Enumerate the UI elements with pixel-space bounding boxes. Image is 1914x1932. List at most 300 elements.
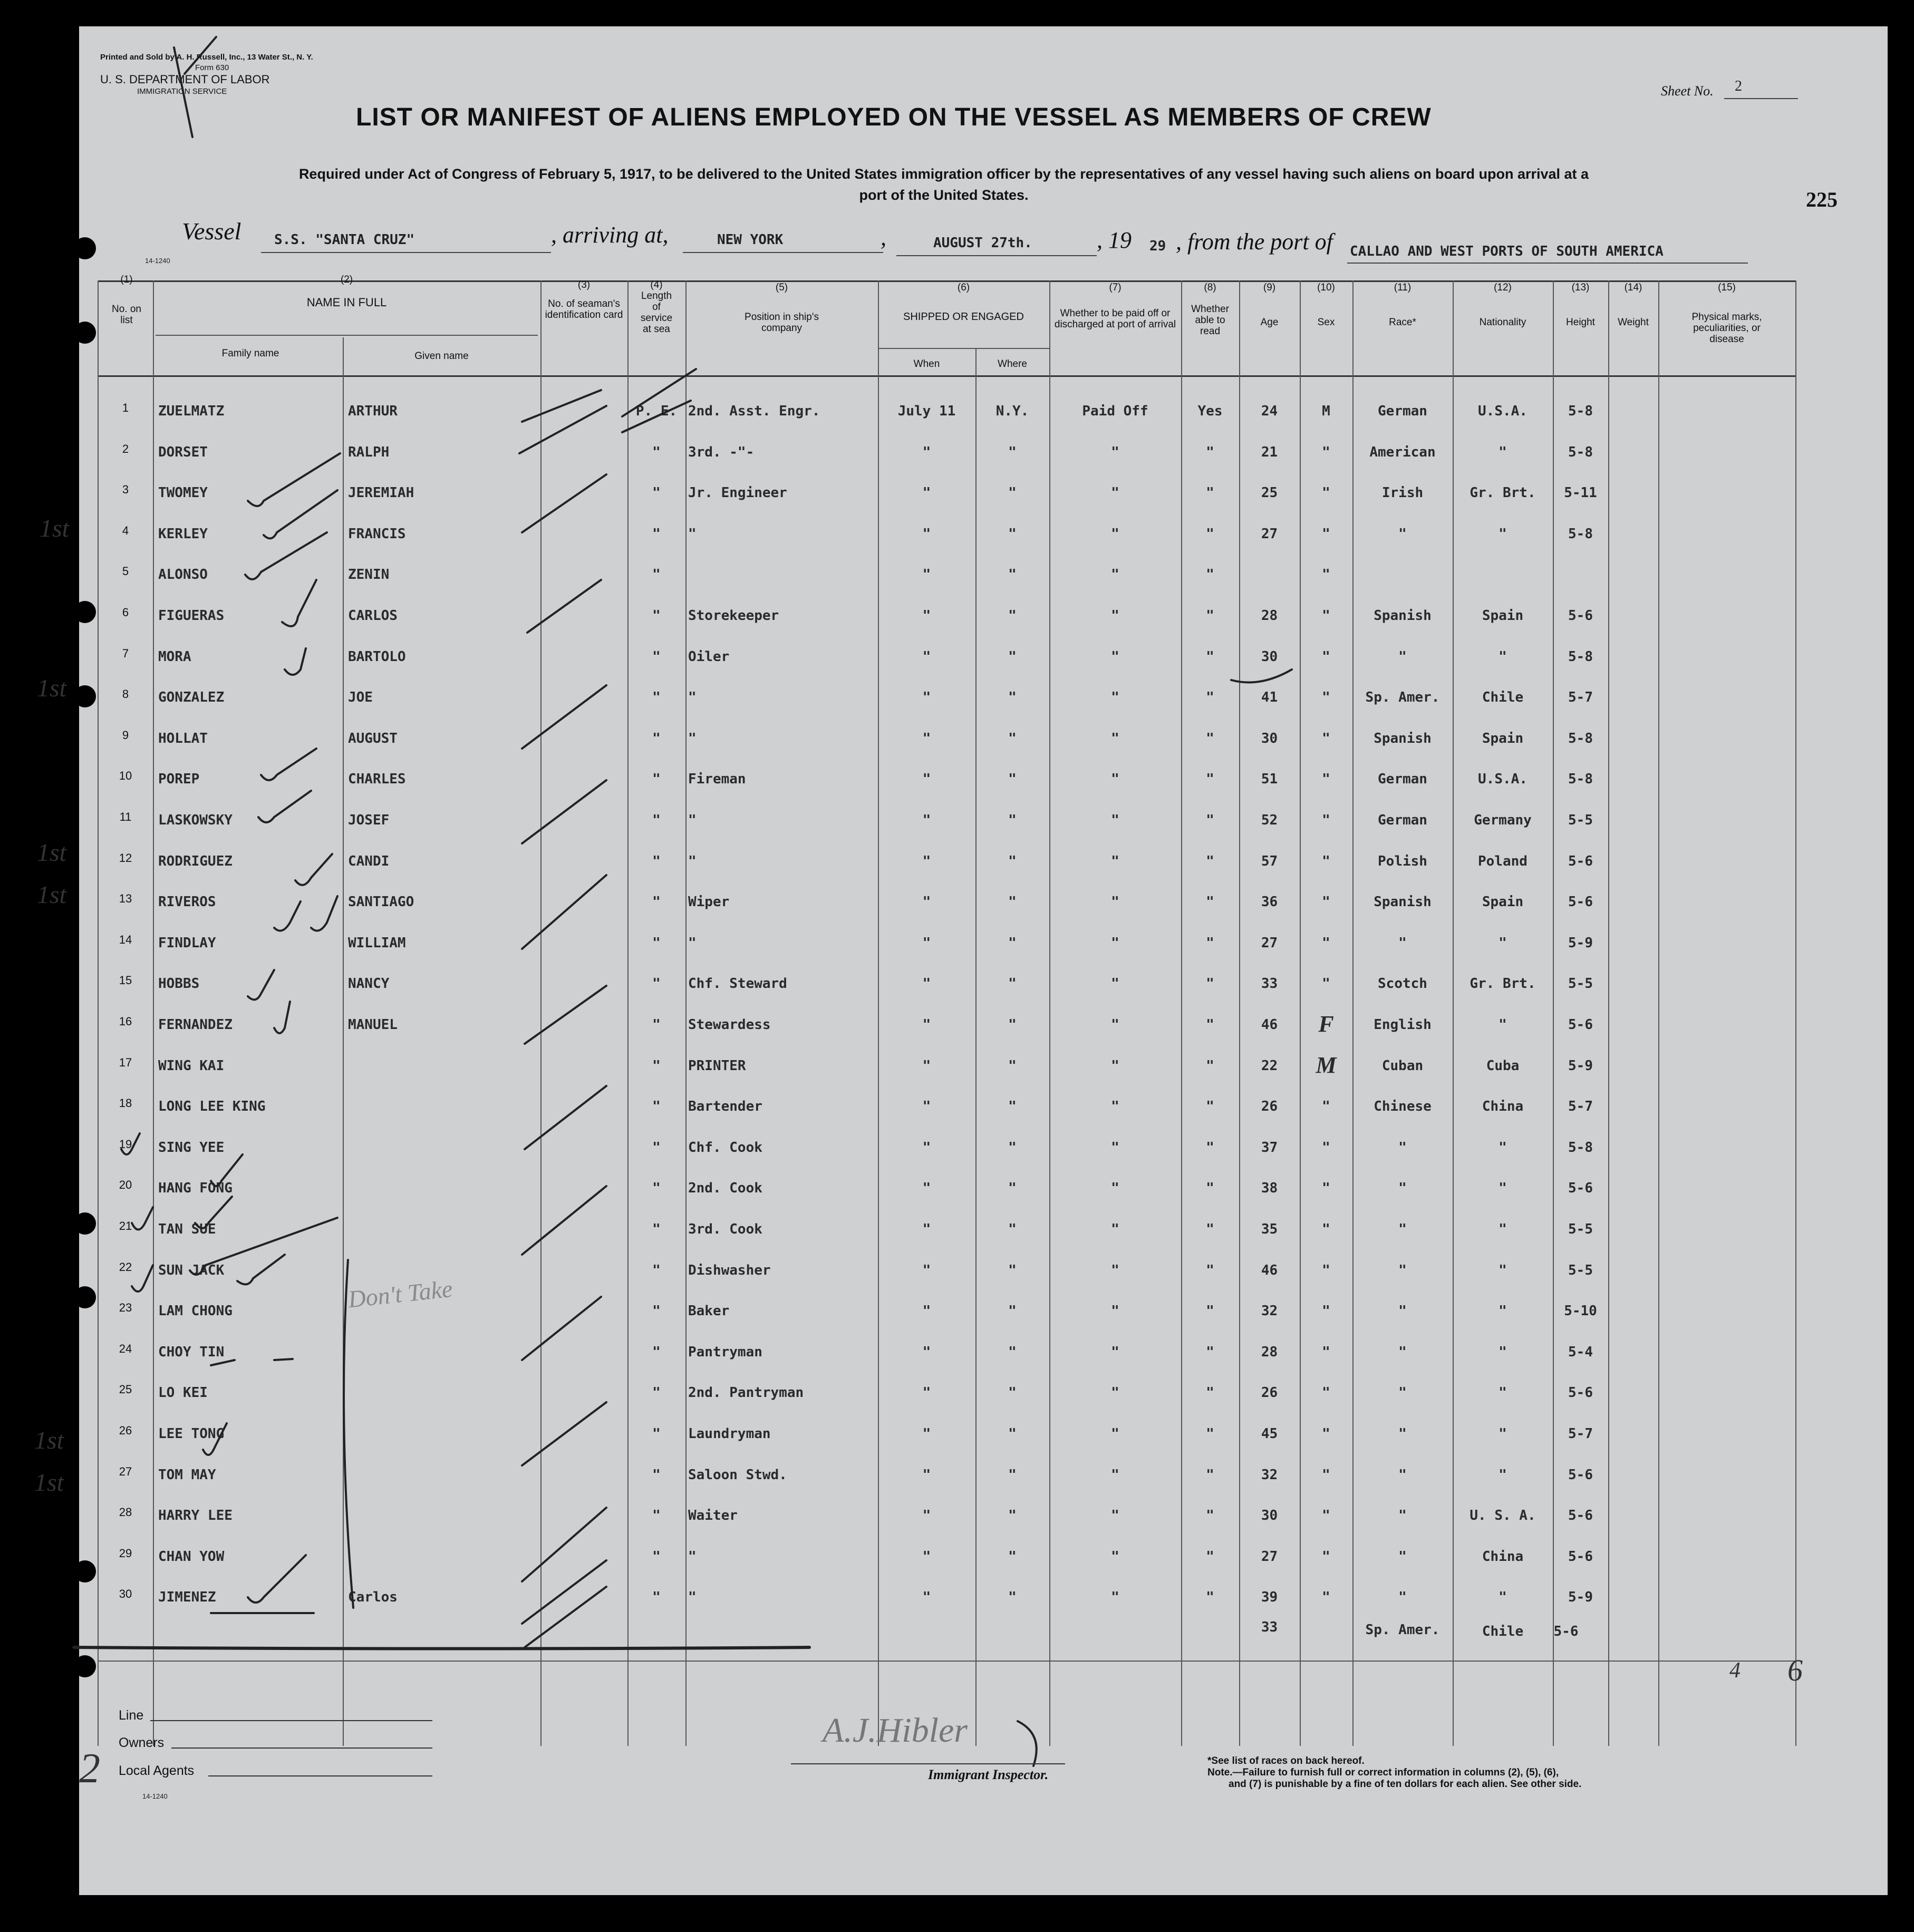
race: " — [1398, 1385, 1407, 1401]
height: 5-6 — [1568, 1017, 1593, 1033]
shipped-when: " — [922, 649, 931, 665]
paid-off: " — [1111, 1180, 1119, 1196]
nationality: " — [1499, 1344, 1507, 1360]
family-name: RIVEROS — [158, 894, 216, 910]
height: 5-10 — [1564, 1303, 1597, 1319]
col3-label: No. of seaman's identification card — [545, 298, 623, 321]
able-to-read: " — [1206, 812, 1214, 828]
given-name: BARTOLO — [348, 649, 406, 665]
year-prefix: , 19 — [1097, 227, 1132, 253]
required-line-1: Required under Act of Congress of February 5, 1917, to be delivered to the United States immigration officer by the representatives of any vessel having such aliens on board upon arrival at a — [298, 166, 1589, 182]
year-suffix: 29 — [1149, 238, 1166, 254]
race: " — [1398, 1140, 1407, 1156]
row-number: 14 — [119, 933, 132, 946]
able-to-read: " — [1206, 1385, 1214, 1401]
nationality: Germany — [1474, 812, 1532, 828]
paid-off: " — [1111, 608, 1119, 624]
family-name: LASKOWSKY — [158, 812, 233, 828]
race: " — [1398, 1263, 1407, 1278]
service-length: " — [652, 1385, 661, 1401]
able-to-read: " — [1206, 935, 1214, 951]
row-number: 13 — [119, 892, 132, 905]
position: " — [688, 812, 697, 828]
shipped-when: " — [922, 608, 931, 624]
printer-credit: Printed and Sold by A. H. Russell, Inc., 13 Water St., N. Y. — [100, 53, 313, 62]
row-number: 6 — [122, 606, 129, 619]
shipped-when: " — [922, 567, 931, 582]
shipped-when: " — [922, 1344, 931, 1360]
height: 5-6 — [1568, 1508, 1593, 1523]
form-code: 14-1240 — [145, 257, 170, 265]
service-length: " — [652, 1140, 661, 1156]
footer-note-3: and (7) is punishable by a fine of ten dollars for each alien. See other side. — [1229, 1779, 1582, 1790]
able-to-read: " — [1206, 1140, 1214, 1156]
position: " — [688, 526, 697, 542]
sex: " — [1322, 1426, 1330, 1442]
race: German — [1378, 812, 1427, 828]
age: 32 — [1261, 1467, 1278, 1483]
service-length: " — [652, 649, 661, 665]
sex: " — [1322, 1221, 1330, 1237]
race: " — [1398, 1467, 1407, 1483]
position: " — [688, 731, 697, 746]
able-to-read: " — [1206, 690, 1214, 705]
col10-label: Sex — [1317, 317, 1335, 328]
shipped-where: " — [1008, 1303, 1017, 1319]
position: Dishwasher — [688, 1263, 771, 1278]
sex: " — [1322, 1303, 1330, 1319]
nationality: Gr. Brt. — [1470, 976, 1536, 992]
row-number: 17 — [119, 1056, 132, 1069]
row-number: 1 — [122, 401, 129, 414]
given-name: CARLOS — [348, 608, 398, 624]
height: 5-5 — [1568, 1263, 1593, 1278]
position: Baker — [688, 1303, 730, 1319]
col11-label: Race* — [1389, 317, 1416, 328]
race: Sp. Amer. — [1365, 690, 1440, 705]
family-name: HANG FONG — [158, 1180, 233, 1196]
able-to-read: " — [1206, 1549, 1214, 1565]
position: Chf. Cook — [688, 1140, 762, 1156]
service-length: " — [652, 853, 661, 869]
nationality: Spain — [1482, 894, 1524, 910]
row-number: 2 — [122, 442, 129, 455]
position: Pantryman — [688, 1344, 762, 1360]
paid-off: " — [1111, 771, 1119, 787]
nationality: U.S.A. — [1478, 403, 1528, 419]
paid-off: " — [1111, 894, 1119, 910]
shipped-when: " — [922, 1467, 931, 1483]
family-name: WING KAI — [158, 1058, 225, 1074]
paid-off: " — [1111, 649, 1119, 665]
height: 5-8 — [1568, 771, 1593, 787]
footer-form-code: 14-1240 — [142, 1792, 168, 1800]
shipped-where: " — [1008, 485, 1017, 501]
able-to-read: " — [1206, 976, 1214, 992]
row-number: 11 — [119, 810, 132, 823]
row-number: 15 — [119, 974, 132, 987]
position: Fireman — [688, 771, 746, 787]
sex: " — [1322, 526, 1330, 542]
able-to-read: " — [1206, 608, 1214, 624]
position: Laundryman — [688, 1426, 771, 1442]
col3-number: (3) — [577, 279, 591, 290]
shipped-where: " — [1008, 690, 1017, 705]
corner-mark: 6 — [1787, 1653, 1803, 1687]
family-name: JIMENEZ — [158, 1589, 216, 1605]
row-number: 5 — [122, 565, 129, 578]
col12-label: Nationality — [1479, 317, 1526, 328]
first-mark: 1st — [40, 514, 70, 542]
nationality: " — [1499, 1426, 1507, 1442]
owners-field — [171, 1747, 432, 1749]
row-number: 27 — [119, 1465, 132, 1478]
sex: " — [1322, 485, 1330, 501]
shipped-where: " — [1008, 1344, 1017, 1360]
race: " — [1398, 1180, 1407, 1196]
race: Chinese — [1374, 1099, 1432, 1114]
arrival-date: AUGUST 27th. — [933, 235, 1032, 251]
service-length: " — [652, 771, 661, 787]
shipped-where: " — [1008, 1467, 1017, 1483]
row-number: 16 — [119, 1015, 132, 1028]
row31-age: 33 — [1261, 1619, 1278, 1635]
sex: " — [1322, 731, 1330, 746]
able-to-read: " — [1206, 731, 1214, 746]
family-name: GONZALEZ — [158, 690, 225, 705]
height: 5-7 — [1568, 1426, 1593, 1442]
age: 52 — [1261, 812, 1278, 828]
nationality: U.S.A. — [1478, 771, 1528, 787]
shipped-where: " — [1008, 1589, 1017, 1605]
col6-number: (6) — [957, 282, 970, 293]
shipped-when: " — [922, 976, 931, 992]
age: 37 — [1261, 1140, 1278, 1156]
shipped-where: " — [1008, 771, 1017, 787]
nationality: Spain — [1482, 608, 1524, 624]
position: 3rd. -"- — [688, 444, 755, 460]
inspector-label: Immigrant Inspector. — [928, 1767, 1049, 1782]
sheet-label: Sheet No. — [1661, 83, 1714, 99]
paid-off: " — [1111, 1549, 1119, 1565]
nationality: Chile — [1482, 690, 1524, 705]
height: 5-9 — [1568, 1589, 1593, 1605]
position: PRINTER — [688, 1058, 746, 1074]
height: 5-9 — [1568, 935, 1593, 951]
position: " — [688, 935, 697, 951]
nationality: " — [1499, 649, 1507, 665]
able-to-read: " — [1206, 444, 1214, 460]
col11-number: (11) — [1394, 282, 1412, 293]
shipped-where: " — [1008, 731, 1017, 746]
age: 28 — [1261, 1344, 1278, 1360]
col13-label: Height — [1566, 317, 1595, 328]
paid-off: " — [1111, 526, 1119, 542]
shipped-when: " — [922, 1303, 931, 1319]
family-name: RODRIGUEZ — [158, 853, 233, 869]
sex: " — [1322, 812, 1330, 828]
col2-number: (2) — [340, 274, 353, 285]
sex: " — [1322, 1140, 1330, 1156]
col13-number: (13) — [1571, 282, 1590, 293]
age: 38 — [1261, 1180, 1278, 1196]
race: " — [1398, 1589, 1407, 1605]
age: 57 — [1261, 853, 1278, 869]
position: Chf. Steward — [688, 976, 787, 992]
paid-off: " — [1111, 1017, 1119, 1033]
col15-label: Physical marks, peculiarities, or disease — [1691, 312, 1762, 345]
age: 32 — [1261, 1303, 1278, 1319]
sex: " — [1322, 608, 1330, 624]
race: Cuban — [1381, 1058, 1424, 1074]
family-name: LEE TONG — [158, 1426, 225, 1442]
col5-number: (5) — [775, 282, 788, 293]
comma: , — [881, 225, 886, 250]
sex: F — [1318, 1011, 1334, 1037]
col15-number: (15) — [1718, 282, 1736, 293]
col7-number: (7) — [1109, 282, 1122, 293]
height: 5-11 — [1564, 485, 1597, 501]
col2-label: NAME IN FULL — [306, 296, 387, 309]
col6a-header: When — [913, 358, 940, 370]
able-to-read: " — [1206, 1589, 1214, 1605]
arrival-port: NEW YORK — [717, 232, 784, 248]
family-name: HOLLAT — [158, 731, 208, 746]
sheet-number: 2 — [1735, 78, 1742, 94]
given-name: JEREMIAH — [348, 485, 414, 501]
race: " — [1398, 935, 1407, 951]
race: " — [1398, 526, 1407, 542]
row-number: 20 — [119, 1178, 132, 1191]
shipped-where: " — [1008, 649, 1017, 665]
nationality: " — [1499, 1589, 1507, 1605]
shipped-when: " — [922, 485, 931, 501]
footer-note-2: Note.—Failure to furnish full or correct information in columns (2), (5), (6), — [1207, 1767, 1559, 1778]
service-length: " — [652, 731, 661, 746]
sex: " — [1322, 1385, 1330, 1401]
age: 33 — [1261, 976, 1278, 992]
col8-number: (8) — [1204, 282, 1216, 293]
family-name: ALONSO — [158, 567, 208, 582]
paid-off: " — [1111, 812, 1119, 828]
race: Spanish — [1374, 731, 1432, 746]
position: Wiper — [688, 894, 730, 910]
shipped-where: N.Y. — [995, 403, 1029, 419]
family-name: SING YEE — [158, 1140, 225, 1156]
given-name: CHARLES — [348, 771, 406, 787]
paid-off: " — [1111, 1508, 1119, 1523]
shipped-where: " — [1008, 1180, 1017, 1196]
family-name: FINDLAY — [158, 935, 216, 951]
service-length: " — [652, 1508, 661, 1523]
shipped-when: " — [922, 1426, 931, 1442]
col1-label: No. on list — [112, 304, 141, 326]
age: 46 — [1261, 1263, 1278, 1278]
able-to-read: " — [1206, 649, 1214, 665]
able-to-read: " — [1206, 1221, 1214, 1237]
height: 5-8 — [1568, 403, 1593, 419]
height: 5-8 — [1568, 649, 1593, 665]
race: Irish — [1381, 485, 1424, 501]
given-name: Carlos — [348, 1589, 398, 1605]
given-name: NANCY — [348, 976, 390, 992]
height: 5-8 — [1568, 1140, 1593, 1156]
race: Polish — [1378, 853, 1427, 869]
race: " — [1398, 1221, 1407, 1237]
page-title: LIST OR MANIFEST OF ALIENS EMPLOYED ON THE VESSEL AS MEMBERS OF CREW — [356, 103, 1432, 131]
sex: " — [1322, 853, 1330, 869]
sex: M — [1322, 403, 1330, 419]
row-number: 25 — [119, 1383, 132, 1396]
able-to-read: " — [1206, 1099, 1214, 1114]
shipped-when: " — [922, 894, 931, 910]
able-to-read: " — [1206, 894, 1214, 910]
row-number: 30 — [119, 1587, 132, 1600]
first-mark: 1st — [37, 674, 67, 702]
col5-label: Position in ship's company — [745, 312, 819, 334]
service-length: " — [652, 1058, 661, 1074]
able-to-read: " — [1206, 853, 1214, 869]
shipped-where: " — [1008, 567, 1017, 582]
row-number: 19 — [119, 1138, 132, 1151]
service-length: " — [652, 690, 661, 705]
paid-off: " — [1111, 853, 1119, 869]
col9-label: Age — [1260, 317, 1279, 328]
position: Stewardess — [688, 1017, 771, 1033]
nationality: Cuba — [1486, 1058, 1520, 1074]
sex: " — [1322, 976, 1330, 992]
height: 5-8 — [1568, 526, 1593, 542]
local-agents-label: Local Agents — [119, 1763, 195, 1778]
paid-off: " — [1111, 1058, 1119, 1074]
able-to-read: " — [1206, 567, 1214, 582]
first-mark: 1st — [34, 1469, 64, 1497]
departure-port: CALLAO AND WEST PORTS OF SOUTH AMERICA — [1350, 244, 1664, 259]
height: 5-6 — [1568, 853, 1593, 869]
family-name: SUN JACK — [158, 1263, 225, 1278]
family-name: CHAN YOW — [158, 1549, 225, 1565]
owners-label: Owners — [119, 1735, 165, 1750]
paid-off: " — [1111, 935, 1119, 951]
shipped-where: " — [1008, 1058, 1017, 1074]
shipped-where: " — [1008, 1221, 1017, 1237]
paid-off: " — [1111, 976, 1119, 992]
race: Spanish — [1374, 894, 1432, 910]
row-number: 28 — [119, 1506, 132, 1519]
given-name: FRANCIS — [348, 526, 406, 542]
inspector-line — [791, 1763, 1065, 1764]
nationality: " — [1499, 1140, 1507, 1156]
age: 26 — [1261, 1099, 1278, 1114]
shipped-when: " — [922, 526, 931, 542]
inspector-signature: A.J.Hibler — [823, 1711, 968, 1750]
col6-label: SHIPPED OR ENGAGED — [903, 311, 1024, 323]
age: 28 — [1261, 608, 1278, 624]
able-to-read: " — [1206, 1017, 1214, 1033]
nationality: " — [1499, 444, 1507, 460]
service-length: " — [652, 1099, 661, 1114]
line-field — [150, 1720, 432, 1721]
row-number: 22 — [119, 1260, 132, 1274]
position: 2nd. Cook — [688, 1180, 762, 1196]
given-name: WILLIAM — [348, 935, 406, 951]
age: 39 — [1261, 1589, 1278, 1605]
row-number: 23 — [119, 1301, 132, 1314]
age: 27 — [1261, 1549, 1278, 1565]
shipped-where: " — [1008, 1426, 1017, 1442]
shipped-where: " — [1008, 444, 1017, 460]
family-name: LONG LEE KING — [158, 1099, 266, 1114]
shipped-when: " — [922, 1221, 931, 1237]
row-number: 4 — [122, 524, 129, 537]
row-number: 18 — [119, 1096, 132, 1110]
able-to-read: " — [1206, 1180, 1214, 1196]
paid-off: " — [1111, 1344, 1119, 1360]
age: 30 — [1261, 1508, 1278, 1523]
position: Jr. Engineer — [688, 485, 787, 501]
position: " — [688, 1549, 697, 1565]
col2b-header: Given name — [414, 351, 469, 362]
shipped-when: " — [922, 1180, 931, 1196]
row-number: 24 — [119, 1342, 132, 1355]
height: 5-7 — [1568, 690, 1593, 705]
family-name: KERLEY — [158, 526, 208, 542]
shipped-when: " — [922, 1385, 931, 1401]
service-length: " — [652, 1303, 661, 1319]
age: 51 — [1261, 771, 1278, 787]
family-name: MORA — [158, 649, 191, 665]
agent-mark: 2 — [79, 1745, 100, 1792]
sex: " — [1322, 1589, 1330, 1605]
service-length: " — [652, 1221, 661, 1237]
paid-off: " — [1111, 444, 1119, 460]
height: 5-6 — [1568, 1549, 1593, 1565]
sex: " — [1322, 649, 1330, 665]
given-name: RALPH — [348, 444, 390, 460]
shipped-where: " — [1008, 1549, 1017, 1565]
shipped-when: " — [922, 690, 931, 705]
sex: " — [1322, 1344, 1330, 1360]
family-name: HOBBS — [158, 976, 200, 992]
service-length: " — [652, 1467, 661, 1483]
shipped-when: " — [922, 1263, 931, 1278]
paid-off: " — [1111, 1099, 1119, 1114]
age: 26 — [1261, 1385, 1278, 1401]
form-number: Form 630 — [195, 63, 229, 72]
from-port-label: , from the port of — [1176, 229, 1333, 255]
sex: " — [1322, 1549, 1330, 1565]
service-length: " — [652, 1549, 661, 1565]
page-number: 225 — [1806, 188, 1838, 211]
paid-off: " — [1111, 1467, 1119, 1483]
shipped-where: " — [1008, 526, 1017, 542]
family-name: TOM MAY — [158, 1467, 216, 1483]
col10-number: (10) — [1317, 282, 1335, 293]
nationality: " — [1499, 935, 1507, 951]
service-length: " — [652, 1344, 661, 1360]
family-name: LAM CHONG — [158, 1303, 233, 1319]
nationality: " — [1499, 1263, 1507, 1278]
race: " — [1398, 1426, 1407, 1442]
position: Oiler — [688, 649, 730, 665]
position: " — [688, 1589, 697, 1605]
height: 5-7 — [1568, 1099, 1593, 1114]
able-to-read: " — [1206, 526, 1214, 542]
service-length: " — [652, 1180, 661, 1196]
height: 5-6 — [1568, 1467, 1593, 1483]
family-name: HARRY LEE — [158, 1508, 233, 1523]
age: 45 — [1261, 1426, 1278, 1442]
